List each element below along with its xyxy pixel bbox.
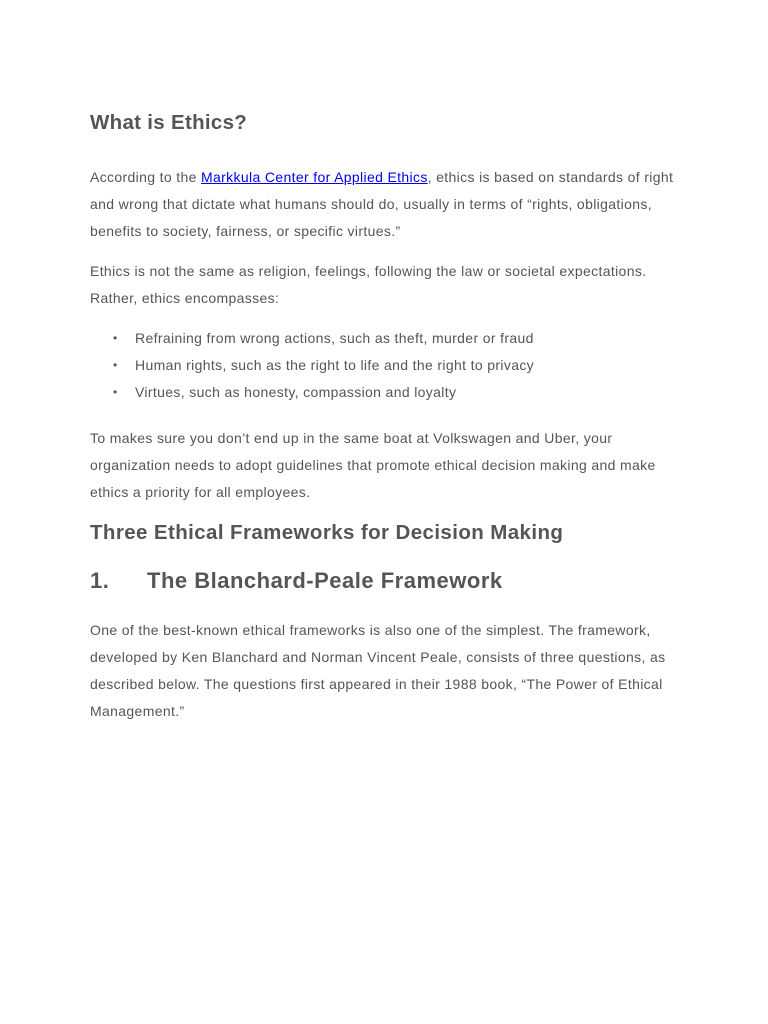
framework-heading bbox=[90, 567, 680, 595]
list-item-text: Human rights, such as the right to life and the right to privacy bbox=[135, 357, 535, 373]
paragraph-text: , ethics is based on standards of right and wrong that dictate what humans should do, usually in terms of “rights, obligations, benefits to society, fairness, or specific virtues.” bbox=[90, 169, 674, 239]
framework-number: 1. bbox=[90, 568, 110, 593]
article-body bbox=[90, 110, 680, 738]
paragraph-guidelines: To makes sure you don’t end up in the same boat at Volkswagen and Uber, your organization needs to adopt guidelines that promote ethical decision making and make ethics a priority for all employees. bbox=[90, 430, 656, 500]
markkula-center-link[interactable]: Markkula Center for Applied Ethics bbox=[201, 169, 428, 185]
paragraph-definition bbox=[90, 164, 680, 245]
framework-title: The Blanchard-Peale Framework bbox=[147, 568, 503, 593]
bullet-icon: • bbox=[113, 331, 118, 345]
bullet-icon: • bbox=[113, 358, 118, 372]
section-heading-frameworks: Three Ethical Frameworks for Decision Making bbox=[90, 521, 564, 544]
paragraph-text: According to the bbox=[90, 169, 202, 185]
list-item bbox=[113, 379, 680, 406]
bullet-icon: • bbox=[113, 385, 118, 399]
page-title: What is Ethics? bbox=[90, 111, 248, 134]
paragraph-not-same: Ethics is not the same as religion, feelings, following the law or societal expectations. Rather, ethics encompasses: bbox=[90, 263, 647, 306]
list-item-text: Virtues, such as honesty, compassion and loyalty bbox=[135, 384, 457, 400]
list-item bbox=[113, 352, 680, 379]
list-item-text: Refraining from wrong actions, such as theft, murder or fraud bbox=[135, 330, 534, 346]
paragraph-blanchard-peale: One of the best-known ethical frameworks is also one of the simplest. The framework, developed by Ken Blanchard and Norman Vincent Peale, consists of three questions, as described below. The questions first appeared in their 1988 book, “The Power of Ethical Management.” bbox=[90, 622, 666, 719]
list-item bbox=[113, 325, 680, 352]
ethics-list bbox=[90, 325, 680, 406]
